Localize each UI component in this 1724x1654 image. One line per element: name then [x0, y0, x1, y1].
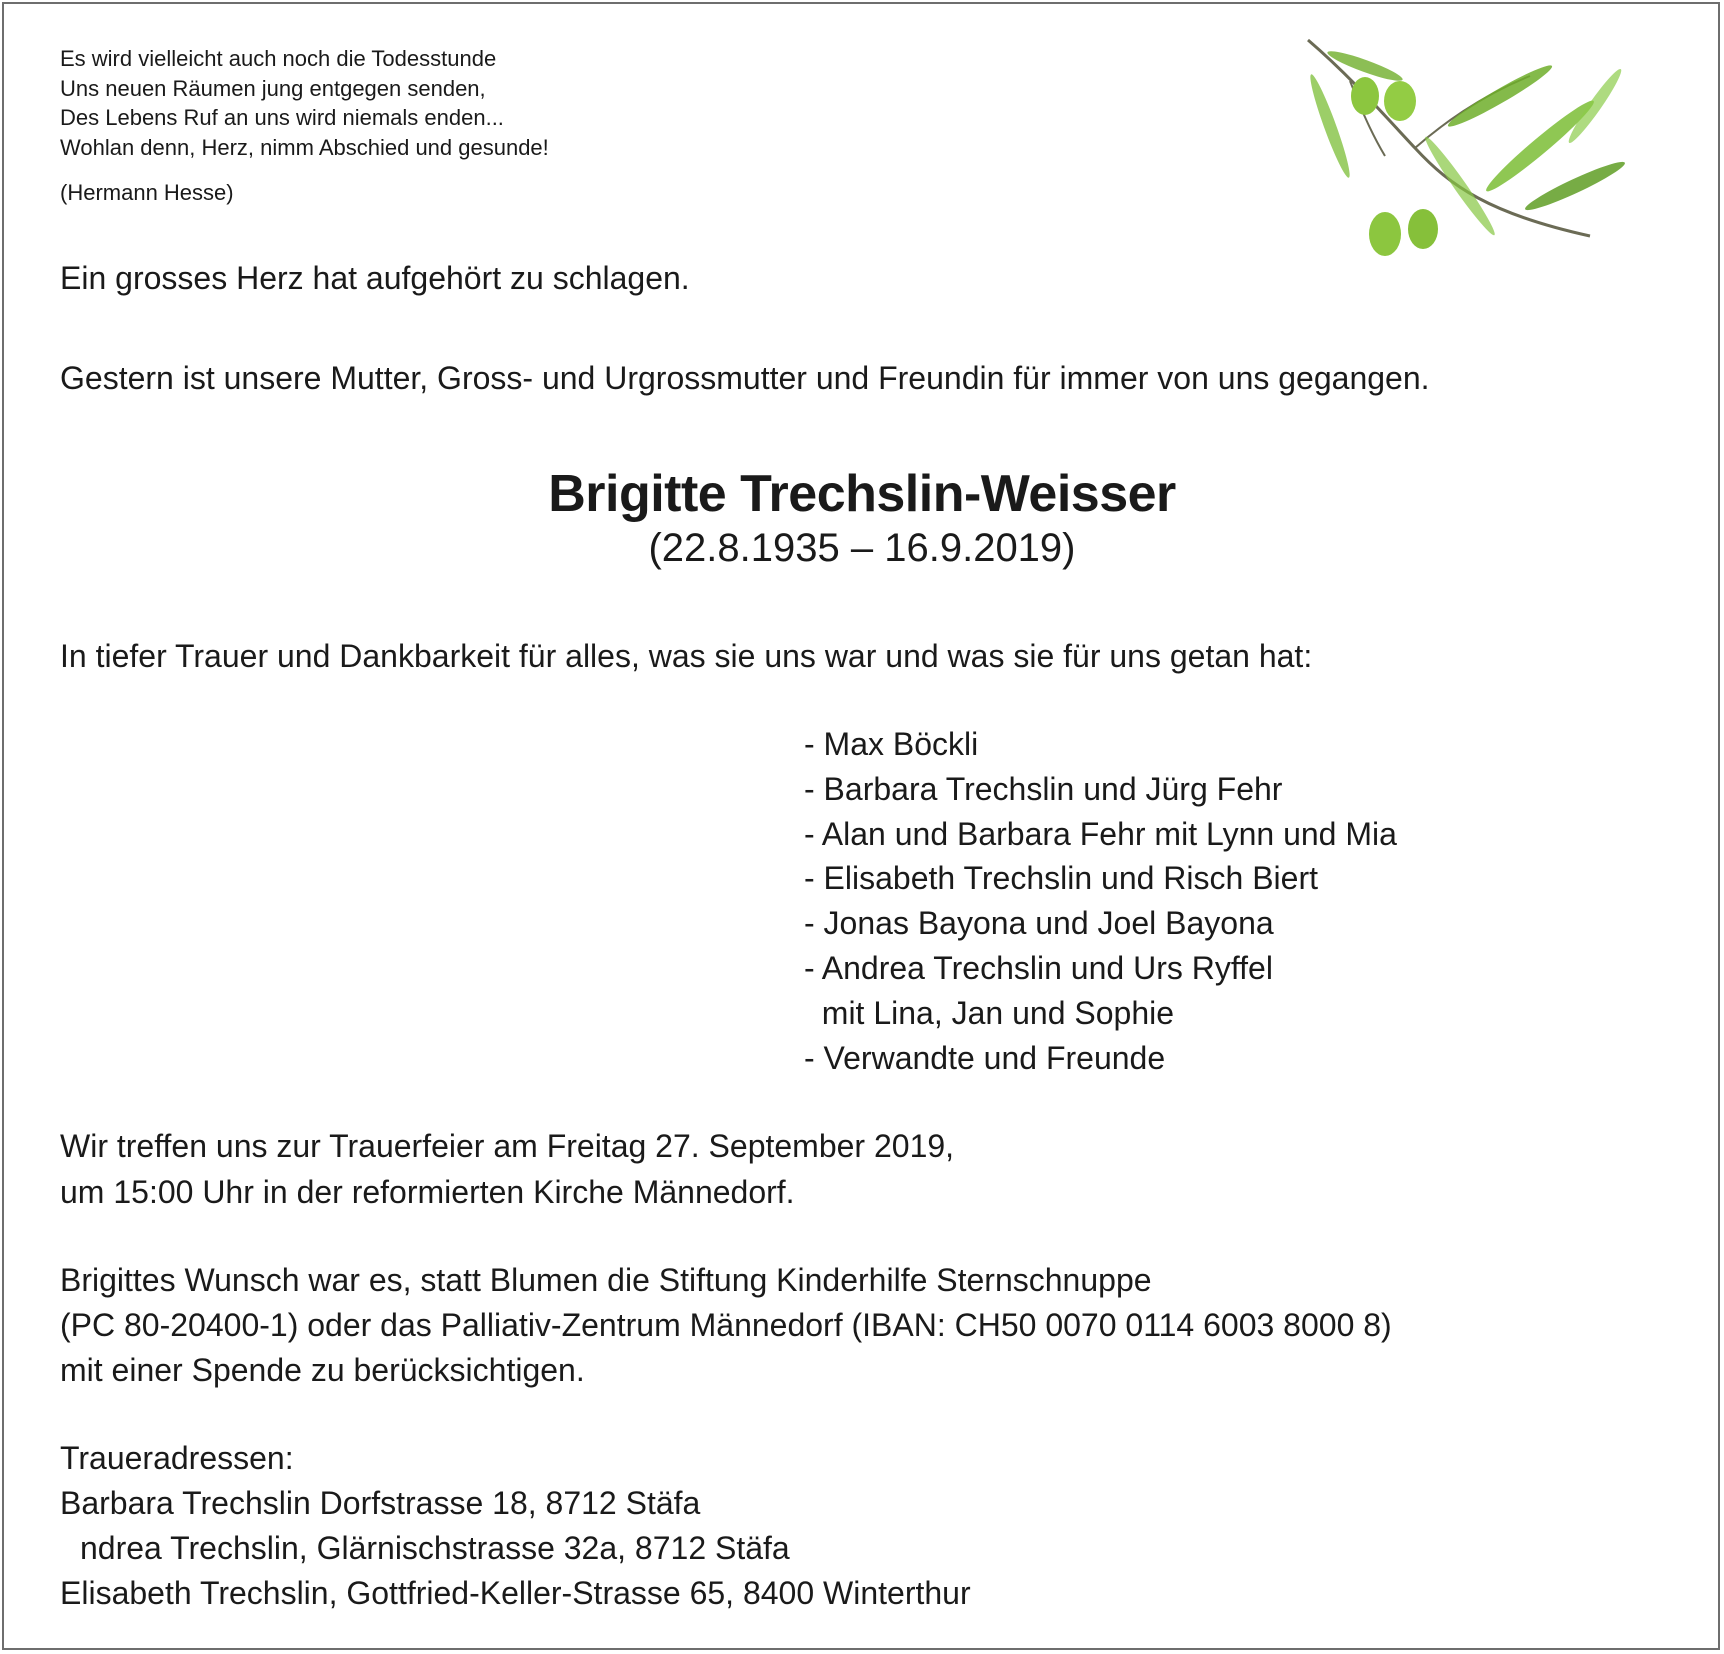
mourner-entry: mit Lina, Jan und Sophie	[804, 994, 1175, 1031]
olive-leaf	[1564, 66, 1625, 147]
mourner-entry: - Barbara Trechslin und Jürg Fehr	[804, 770, 1283, 807]
donation-line: (PC 80-20400-1) oder das Palliativ-Zentrum Männedorf (IBAN: CH50 0070 0114 6003 8000 8)	[60, 1307, 1392, 1343]
ceremony-line: um 15:00 Uhr in der reformierten Kirche Männedorf.	[60, 1174, 795, 1210]
deceased-name: Brigitte Trechslin-Weisser	[548, 465, 1176, 523]
poem-line: Wohlan denn, Herz, nimm Abschied und gesunde!	[60, 134, 549, 160]
poem	[60, 44, 549, 162]
address-line: Barbara Trechslin Dorfstrasse 18, 8712 Stäfa	[60, 1485, 701, 1521]
mourner-list	[804, 722, 1397, 1080]
olive-leaf	[1445, 60, 1556, 132]
ceremony-line: Wir treffen uns zur Trauerfeier am Freitag 27. September 2019,	[60, 1128, 955, 1164]
intro-text: Ein grosses Herz hat aufgehört zu schlagen.	[60, 260, 690, 296]
olive-fruit	[1369, 212, 1401, 256]
poem-line: Uns neuen Räumen jung entgegen senden,	[60, 75, 486, 101]
olive-fruit	[1384, 81, 1416, 121]
mourner-entry: - Max Böckli	[804, 726, 979, 762]
address-line: ndrea Trechslin, Glärnischstrasse 32a, 8712 Stäfa	[80, 1530, 790, 1566]
mourner-entry: - Elisabeth Trechslin und Risch Biert	[804, 860, 1318, 897]
mourner-entry: - Jonas Bayona und Joel Bayona	[804, 905, 1274, 942]
gratitude-text: In tiefer Trauer und Dankbarkeit für alles, was sie uns war und was sie für uns getan hat:	[60, 638, 1313, 674]
olive-leaf	[1522, 156, 1628, 215]
mourner-entry: - Alan und Barbara Fehr mit Lynn und Mia	[804, 815, 1397, 852]
deceased-dates: (22.8.1935 – 16.9.2019)	[648, 526, 1076, 570]
mourner-entry: - Andrea Trechslin und Urs Ryffel	[804, 949, 1273, 986]
olive-fruit	[1351, 77, 1379, 115]
poem-author: (Hermann Hesse)	[60, 180, 234, 205]
announcement-text: Gestern ist unsere Mutter, Gross- und Urgrossmutter und Freundin für immer von uns gegangen.	[60, 360, 1430, 396]
donation-line: mit einer Spende zu berücksichtigen.	[60, 1352, 585, 1388]
addresses-heading: Traueradressen:	[60, 1440, 294, 1476]
poem-line: Des Lebens Ruf an uns wird niemals enden...	[60, 105, 504, 130]
address-line: Elisabeth Trechslin, Gottfried-Keller-Strasse 65, 8400 Winterthur	[60, 1575, 971, 1611]
mourner-entry: - Verwandte und Freunde	[804, 1039, 1166, 1076]
donation-line: Brigittes Wunsch war es, statt Blumen die Stiftung Kinderhilfe Sternschnuppe	[60, 1262, 1152, 1298]
olive-leaf	[1306, 72, 1355, 179]
olive-fruit	[1408, 209, 1438, 249]
olive-branch-icon	[1290, 36, 1630, 266]
poem-line: Es wird vielleicht auch noch die Todesstunde	[60, 46, 497, 71]
